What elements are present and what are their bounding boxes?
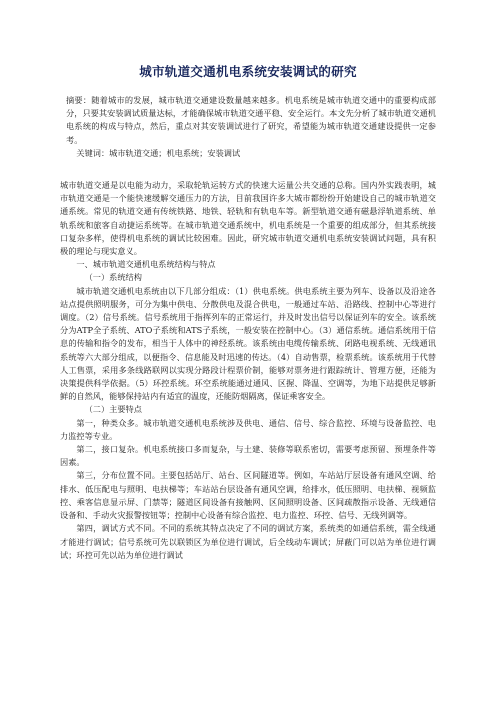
document-title: 城市轨道交通机电系统安装调试的研究 — [139, 64, 357, 79]
feature-paragraph-1: 第一，种类众多。城市轨道交通机电系统涉及供电、通信、信号、综合监控、环境与设备监控、电力监控等专业。 — [60, 417, 436, 441]
feature-paragraph-2: 第二，接口复杂。机电系统接口多而复杂，与土建、装修等联系密切，需要考虑预留、预埋条件等因素。 — [60, 444, 436, 468]
structure-paragraph: 城市轨道交通机电系统由以下几部分组成：（1）供电系统。供电系统主要为列车、设备以及沿途各站点提供照明服务，可分为集中供电、分散供电及混合供电，一般通过车站、沿路线、控制中心等进行调度。（2）信号系统。信号系统用于指挥列车的正常运行，并及时发出信号以保证列车的安全。该系统分为ATP全子系统、ATO子系统和ATS子系统，一般安装在控制中心。（3）通信系统。通信系统用于信息的传输和指令的发布，相当于人体中的神经系统。该系统由电缆传输系统、闭路电视系统、无线通讯系统等六大部分组成，以便指令、信息能及时迅速的传达。（4）自动售票，检票系统。该系统用于代替人工售票，采用多条线路联网以实现分路段计程票价制，能够对票务进行跟踪统计、管理方便，还能为决策提供科学依据。（5）环控系统。环空系统能通过通风、区握、降温、空调等，为地下站提供足够新鲜的自然风，能够保持站内有适宜的温度，还能防烟隔离，保证乘客安全。 — [60, 285, 436, 402]
feature-paragraph-3: 第三，分布位置不同。主要包括站厅、站台、区间隧道等。例如，车站站厅层设备有通风空调、给排水、低压配电与照明、电扶梯等；车站站台层设备有通风空调，给排水，低压照明、电扶梯、视频监控、乘客信息显示屏、门禁等；隧道区间设备有接触网、区间照明设备、区间疏散指示设备、无线通信设备和、手动火灾报警按钮等；控制中心设备有综合监控、电力监控、环控、信号、无线列调等。 — [60, 470, 436, 521]
section-heading-structure-features: 一、城市轨道交通机电系统结构与特点 — [76, 259, 216, 270]
intro-paragraph: 城市轨道交通是以电能为动力，采取轮轨运转方式的快速大运量公共交通的总称。国内外实践表明，城市轨道交通是一个能快速缓解交通压力的方法，目前我国许多大城市都纷纷开始建设自己的城市轨道交通系统。常见的轨道交通有传统铁路、地铁、轻轨和有轨电车等。新型轨道交通有磁悬浮轨道系统、单轨系统和旅客自动捷运系统等。在城市轨道交通系统中，机电系统是一个重要的组成部分，但其系统接口复杂多样，使得机电系统的调试比较困难。因此，研究城市轨道交通机电系统安装调试问题，具有积极的理论与现实意义。 — [60, 180, 436, 257]
subheading-main-features: （二）主要特点 — [84, 404, 142, 415]
abstract-paragraph: 摘要：随着城市的发展，城市轨道交通建设数量越来越多。机电系统是城市轨道交通中的重要构成部分，只要其安装调试质量达标，才能确保城市轨道交通平稳、安全运行。本文先分析了城市轨道交通机电系统的构成与特点，然后，重点对其安装调试进行了研究，希望能为城市轨道交通建设提供一定参考。 — [66, 95, 436, 145]
feature-paragraph-4: 第四，调试方式不同。不同的系统其特点决定了不同的调试方案，系统类的如通信系统，需全线通才能进行调试；信号系统可先以联锁区为单位进行调试，后全线动车调试；屏蔽门可以站为单位进行调试；环控可先以站为单位进行调试 — [60, 523, 436, 560]
subheading-system-structure: （一）系统结构 — [84, 272, 142, 283]
keywords-line: 关键词：城市轨道交通；机电系统；安装调试 — [76, 147, 241, 158]
